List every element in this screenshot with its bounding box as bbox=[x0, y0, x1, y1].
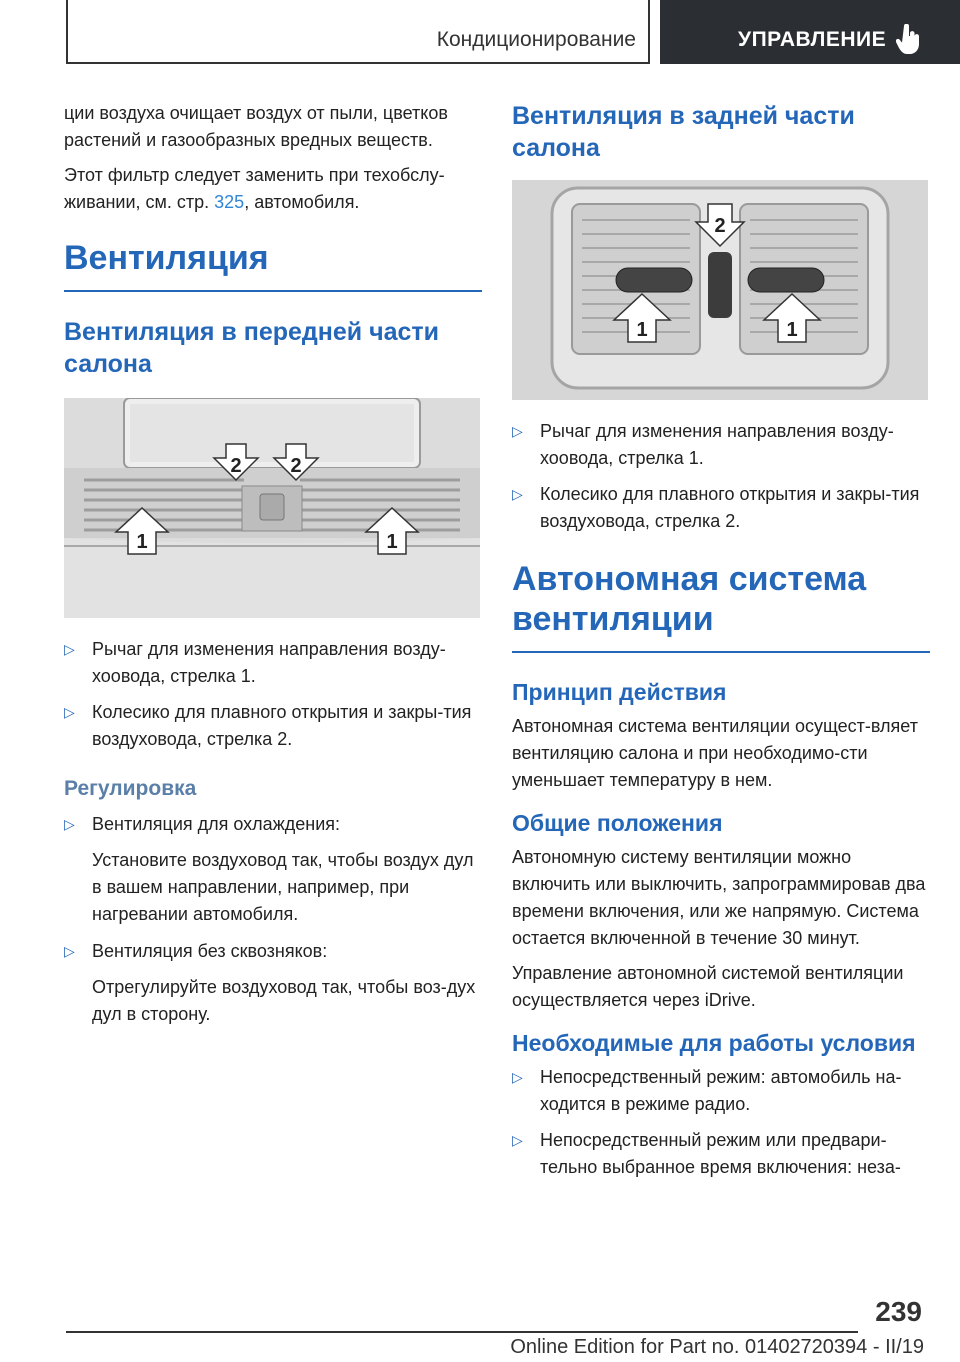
adjustment-list-2 bbox=[64, 938, 482, 965]
requirements-list bbox=[512, 1064, 930, 1181]
section-title-autonomous: Автономная система вентиляции bbox=[512, 559, 930, 653]
section-title-ventilation: Вентиляция bbox=[64, 238, 482, 292]
front-vent-list bbox=[64, 636, 482, 753]
rear-vent-figure bbox=[512, 180, 928, 400]
label-2-right: 2 bbox=[290, 455, 302, 477]
rear-vent-illustration bbox=[512, 180, 928, 400]
front-ventilation-title: Вентиляция в передней части салона bbox=[64, 318, 440, 378]
principle-text: Автономная система вентиляции осущест‐вляет вентиляцию салона и при необходимо‐сти уменьшает температуру в нем. bbox=[512, 716, 918, 790]
adjustment-text-1: Установите воздуховод так, чтобы воздух дул в вашем направлении, например, при нагревании автомобиля. bbox=[92, 850, 474, 924]
hand-pointer-icon bbox=[896, 24, 922, 54]
rear-ventilation-title: Вентиляция в задней части салона bbox=[512, 102, 855, 162]
requirements-title: Необходимые для работы условия bbox=[512, 1030, 916, 1056]
right-column bbox=[512, 100, 930, 1190]
list-item: ▷ Колесико для плавного открытия и закры‐тия воздуховода, стрелка 2. bbox=[512, 481, 930, 535]
list-item: ▷ Рычаг для изменения направления возду‐хоовода, стрелка 1. bbox=[512, 418, 930, 472]
intro-paragraph-2 bbox=[64, 162, 482, 216]
label-1-left: 1 bbox=[136, 531, 148, 553]
list-item: ▷ Непосредственный режим или предвари‐тельно выбранное время включения: неза- bbox=[512, 1127, 930, 1181]
list-item: ▷ Рычаг для изменения направления возду‐хоовода, стрелка 1. bbox=[64, 636, 482, 690]
label-1-right: 1 bbox=[386, 531, 398, 553]
front-vent-illustration bbox=[64, 398, 480, 618]
adjustment-text-2: Отрегулируйте воздуховод так, чтобы воз‐дух дул в сторону. bbox=[92, 977, 476, 1024]
header-section-tab bbox=[660, 0, 960, 64]
adjustment-list bbox=[64, 811, 482, 838]
front-vent-figure bbox=[64, 398, 480, 618]
adjustment-title: Регулировка bbox=[64, 777, 197, 800]
list-item: ▷ Непосредственный режим: автомобиль на‐ходится в режиме радио. bbox=[512, 1064, 930, 1118]
principle-title: Принцип действия bbox=[512, 679, 727, 705]
rear-label-2: 2 bbox=[714, 215, 726, 237]
list-item: ▷ Вентиляция без сквозняков: bbox=[64, 938, 482, 965]
header-section: УПРАВЛЕНИЕ bbox=[738, 28, 887, 51]
header-chapter-tab bbox=[66, 0, 650, 64]
general-text-1: Автономную систему вентиляции можно включить или выключить, запрограммировав два времени включения, или же напрямую. Система остается включенной в течение 30 минут. bbox=[512, 847, 926, 948]
left-column bbox=[64, 100, 482, 1038]
rear-label-1-right: 1 bbox=[786, 319, 798, 341]
intro-paragraph-1: ции воздуха очищает воздух от пыли, цветков растений и газообразных вредных веществ. bbox=[64, 103, 448, 150]
header-chapter: Кондиционирование bbox=[436, 28, 636, 51]
general-text-2: Управление автономной системой вентиляции осуществляется через iDrive. bbox=[512, 963, 904, 1010]
footer-divider bbox=[66, 1331, 858, 1333]
footer-edition: Online Edition for Part no. 01402720394 - II/19 bbox=[510, 1336, 924, 1358]
label-2-left: 2 bbox=[230, 455, 242, 477]
page-link[interactable]: 325 bbox=[214, 192, 245, 212]
page-number: 239 bbox=[875, 1296, 922, 1327]
list-item: ▷ Колесико для плавного открытия и закры‐тия воздуховода, стрелка 2. bbox=[64, 699, 482, 753]
intro2-text: Этот фильтр следует заменить при техобслу‐живании, см. стр. bbox=[64, 165, 445, 212]
rear-label-1-left: 1 bbox=[636, 319, 648, 341]
general-title: Общие положения bbox=[512, 810, 723, 836]
rear-vent-list bbox=[512, 418, 930, 535]
list-item: ▷ Вентиляция для охлаждения: bbox=[64, 811, 482, 838]
intro2-text-end: , автомобиля. bbox=[244, 192, 360, 212]
